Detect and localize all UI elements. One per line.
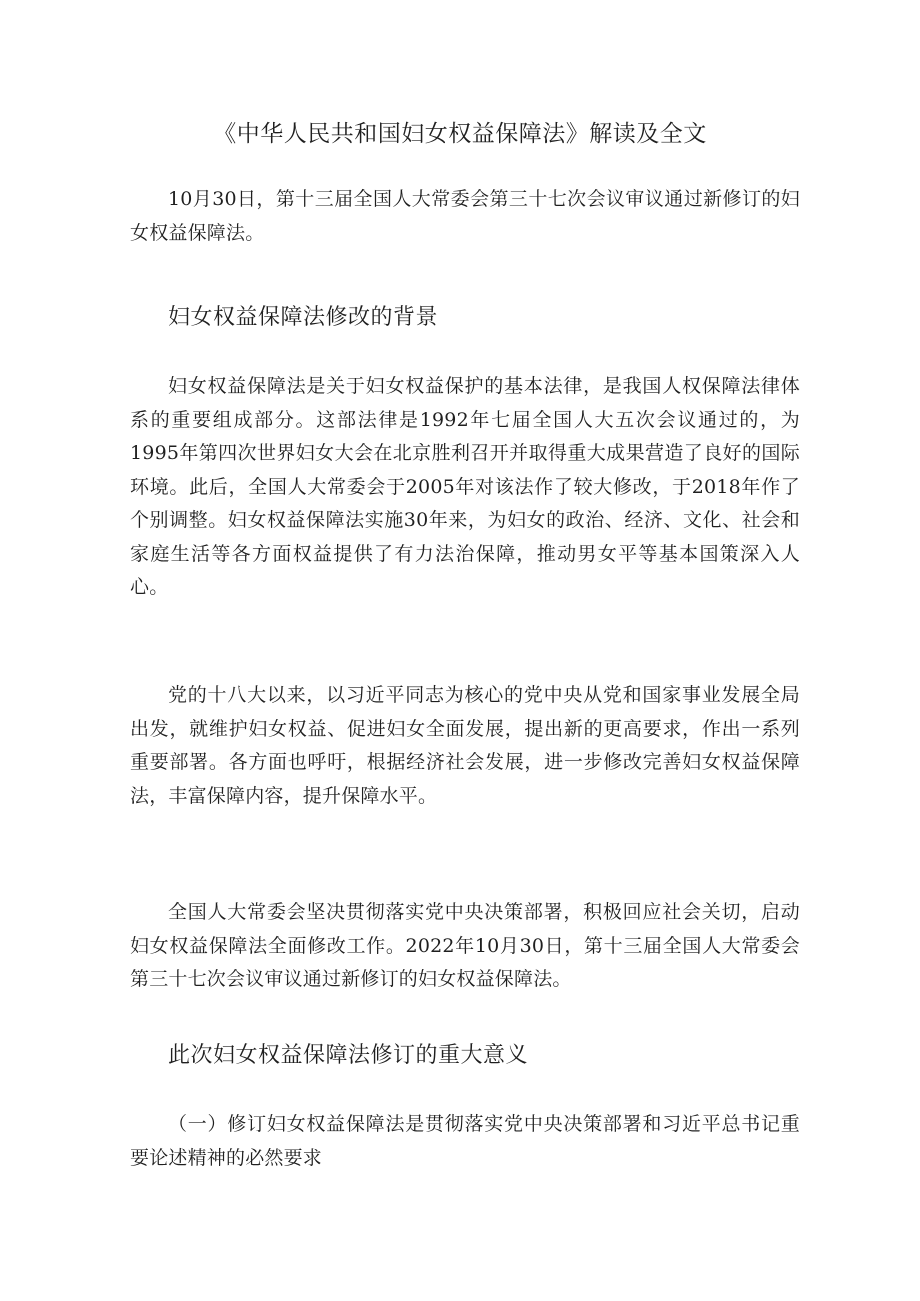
section-heading-background: 妇女权益保障法修改的背景 (168, 305, 439, 330)
significance-paragraph-1: （一）修订妇女权益保障法是贯彻落实党中央决策部署和习近平总书记重要论述精神的必然要求 (130, 1113, 800, 1169)
section-heading-significance: 此次妇女权益保障法修订的重大意义 (168, 1043, 529, 1068)
background-paragraph-2: 党的十八大以来，以习近平同志为核心的党中央从党和国家事业发展全局出发，就维护妇女权益、促进妇女全面发展，提出新的更高要求，作出一系列重要部署。各方面也呼吁，根据经济社会发展，进一步修改完善妇女权益保障法，丰富保障内容，提升保障水平。 (130, 684, 800, 807)
document-title: 《中华人民共和国妇女权益保障法》解读及全文 (213, 121, 707, 147)
intro-paragraph: 10月30日，第十三届全国人大常委会第三十七次会议审议通过新修订的妇女权益保障法。 (130, 188, 800, 244)
background-paragraph-3: 全国人大常委会坚决贯彻落实党中央决策部署，积极回应社会关切，启动妇女权益保障法全面修改工作。2022年10月30日，第十三届全国人大常委会第三十七次会议审议通过新修订的妇女权益保障法。 (130, 901, 800, 990)
background-paragraph-1: 妇女权益保障法是关于妇女权益保护的基本法律，是我国人权保障法律体系的重要组成部分。这部法律是1992年七届全国人大五次会议通过的，为1995年第四次世界妇女大会在北京胜利召开并取得重大成果营造了良好的国际环境。此后，全国人大常委会于2005年对该法作了较大修改，于2018年作了个别调整。妇女权益保障法实施30年来，为妇女的政治、经济、文化、社会和家庭生活等各方面权益提供了有力法治保障，推动男女平等基本国策深入人心。 (130, 375, 800, 598)
